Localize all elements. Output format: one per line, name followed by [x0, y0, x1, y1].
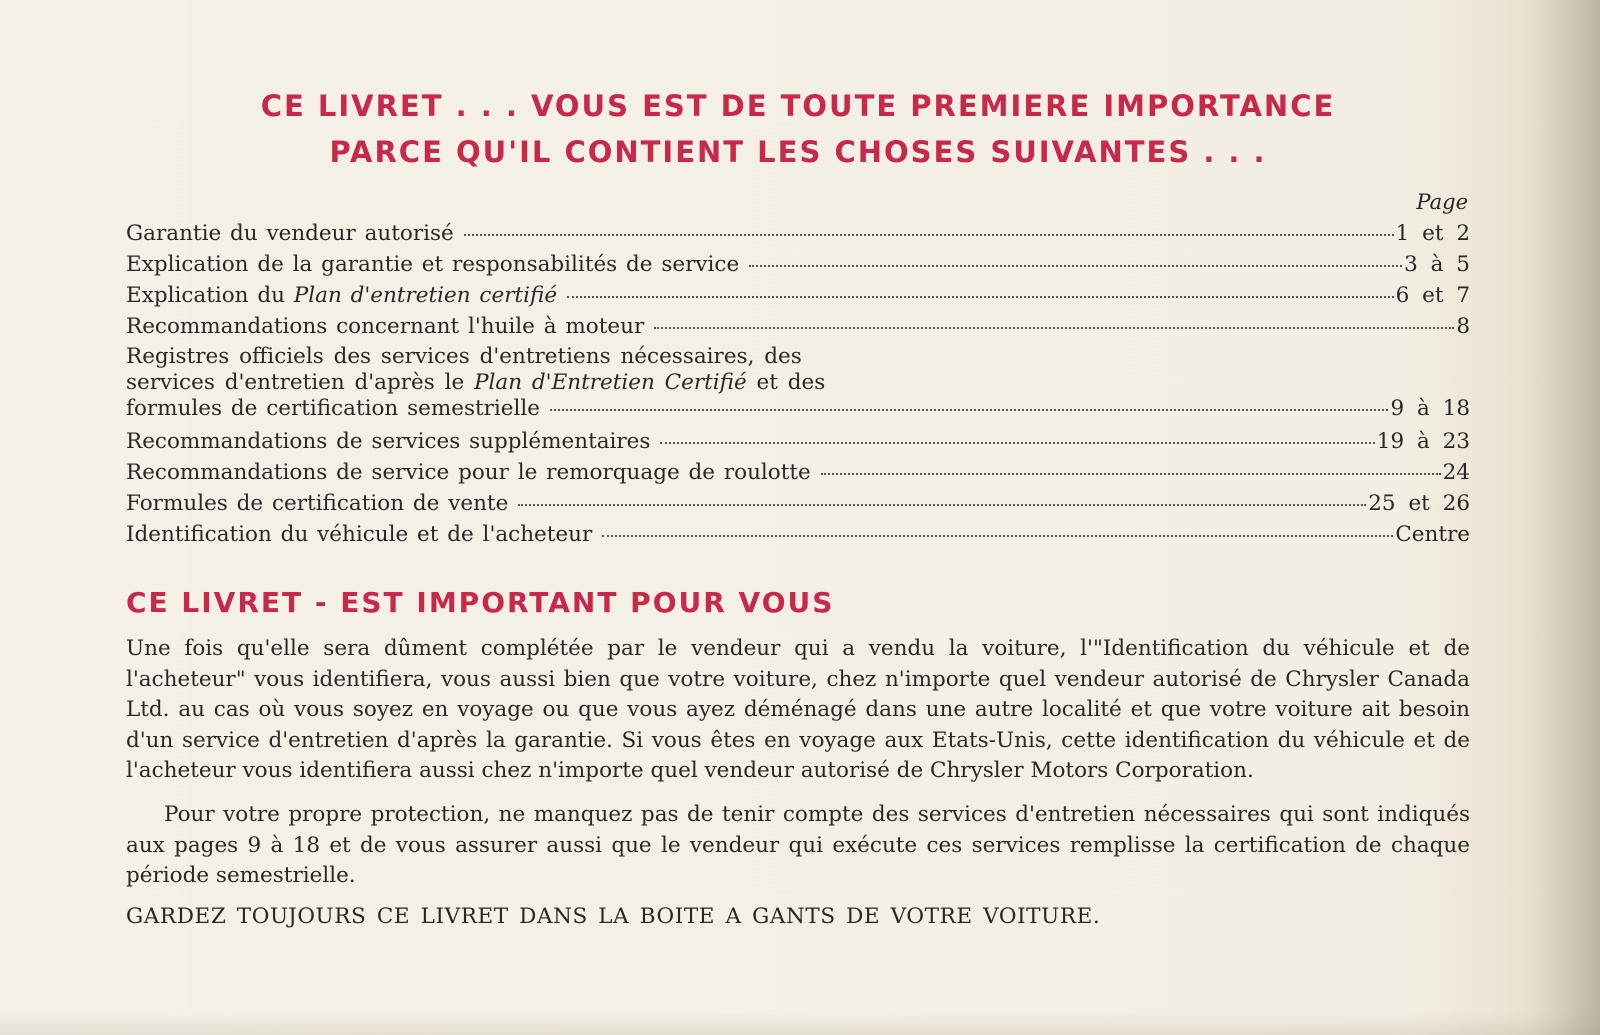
main-heading-line-1: CE LIVRET . . . VOUS EST DE TOUTE PREMIERE IMPORTANCE	[260, 89, 1336, 123]
section-heading: CE LIVRET - EST IMPORTANT POUR VOUS	[126, 586, 835, 619]
toc-entry-page: 8	[1456, 314, 1470, 339]
toc-row	[126, 457, 1470, 488]
toc-entry-page: 1 et 2	[1395, 221, 1470, 246]
toc-entry-page: 24	[1442, 460, 1470, 485]
toc-row	[126, 519, 1470, 550]
toc-entry-label-italic: Plan d'entretien certifié	[293, 283, 558, 308]
table-of-contents	[126, 218, 1470, 550]
toc-leader-dots	[749, 264, 1402, 267]
toc-leader-dots	[464, 233, 1394, 236]
toc-entry-page: 6 et 7	[1395, 283, 1470, 308]
toc-page-column-header: Page	[1416, 190, 1468, 214]
toc-entry-label	[126, 280, 557, 311]
toc-entry-page: 25 et 26	[1368, 491, 1470, 516]
toc-leader-dots	[602, 534, 1393, 537]
toc-leader-dots	[550, 408, 1388, 411]
toc-entry-label: Recommandations de service pour le remorquage de roulotte	[126, 460, 811, 485]
toc-leader-dots	[567, 295, 1394, 298]
toc-entry-label-line-3: formules de certification semestrielle	[126, 396, 540, 421]
toc-entry-page: 9 à 18	[1390, 396, 1470, 421]
toc-leader-dots	[660, 441, 1374, 444]
toc-row	[126, 488, 1470, 519]
toc-entry-label: Garantie du vendeur autorisé	[126, 221, 454, 246]
body-paragraph-2: Pour votre propre protection, ne manquez pas de tenir compte des services d'entretien nécessaires qui sont indiqués aux pages 9 à 18 et de vous assurer aussi que le vendeur qui exécute ces services remplisse la certification de chaque période semestrielle.	[126, 802, 1470, 888]
toc-entry-label-prefix: Explication du	[126, 283, 294, 308]
toc-row	[126, 249, 1470, 280]
body-paragraph-1: Une fois qu'elle sera dûment complétée par le vendeur qui a vendu la voiture, l'"Identification du véhicule et de l'acheteur" vous identifiera, vous aussi bien que votre voiture, chez n'importe quel vendeur autorisé de Chrysler Canada Ltd. au cas où vous soyez en voyage ou que vous ayez déménagé dans une autre localité et que votre voiture ait besoin d'un service d'entretien d'après la garantie. Si vous êtes en voyage aux Etats-Unis, cette identification du véhicule et de l'acheteur vous identifiera aussi chez n'importe quel vendeur autorisé de Chrysler Motors Corporation.	[126, 636, 1470, 783]
page-binding-shadow	[1530, 0, 1600, 1035]
toc-row	[126, 311, 1470, 342]
toc-leader-dots	[821, 472, 1441, 475]
toc-entry-label: Identification du véhicule et de l'acheteur	[126, 522, 593, 547]
toc-entry-label: Formules de certification de vente	[126, 491, 509, 516]
toc-entry-page: 19 à 23	[1376, 429, 1470, 454]
toc-entry-page: 3 à 5	[1404, 252, 1470, 277]
toc-entry-label-line-2-suffix: et des	[746, 370, 826, 395]
main-heading-line-2: PARCE QU'IL CONTIENT LES CHOSES SUIVANTES . . .	[329, 135, 1267, 169]
toc-entry-label-line-2	[126, 370, 1470, 396]
closing-instruction: GARDEZ TOUJOURS CE LIVRET DANS LA BOITE A GANTS DE VOTRE VOITURE.	[126, 904, 1101, 929]
toc-entry-label: Recommandations de services supplémentaires	[126, 429, 651, 454]
toc-row	[126, 426, 1470, 457]
toc-row	[126, 218, 1470, 249]
toc-leader-dots	[518, 503, 1366, 506]
toc-entry-label: Recommandations concernant l'huile à moteur	[126, 314, 645, 339]
toc-row-multiline	[126, 344, 1470, 422]
toc-entry-label-line-2-italic: Plan d'Entretien Certifié	[474, 370, 747, 395]
toc-entry-label-line-2-prefix: services d'entretien d'après le	[126, 370, 475, 395]
toc-row	[126, 396, 1470, 422]
toc-entry-label: Explication de la garantie et responsabilités de service	[126, 252, 740, 277]
toc-leader-dots	[654, 326, 1454, 329]
toc-row	[126, 280, 1470, 311]
toc-entry-page: Centre	[1395, 522, 1470, 547]
page-bottom-edge	[0, 1013, 1600, 1035]
toc-entry-label-line-1: Registres officiels des services d'entretiens nécessaires, des	[126, 344, 802, 369]
